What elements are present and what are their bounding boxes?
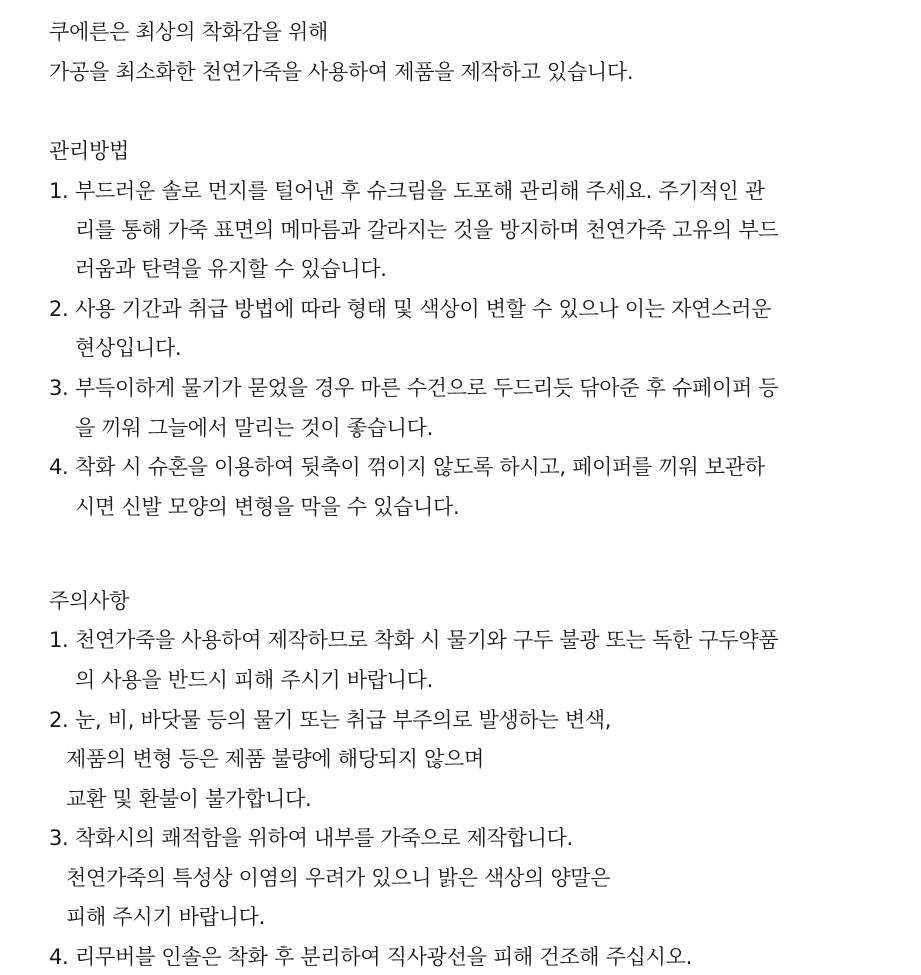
care-item-1-number: 1. <box>49 179 69 203</box>
caution-item-1-line-1: 천연가죽을 사용하여 제작하므로 착화 시 물기와 구두 불광 또는 독한 구두약품 <box>75 628 779 652</box>
care-item-3-line-1: 부득이하게 물기가 묻었을 경우 마른 수건으로 두드리듯 닦아준 후 슈페이퍼 등 <box>75 376 779 400</box>
caution-heading: 주의사항 <box>49 589 129 613</box>
caution-item-4-number: 4. <box>49 945 69 969</box>
care-item-4-line-2: 시면 신발 모양의 변형을 막을 수 있습니다. <box>75 495 460 519</box>
care-item-2-line-2: 현상입니다. <box>75 336 182 360</box>
caution-item-4-line-1: 리무버블 인솔은 착화 후 분리하여 직사광선을 피해 건조해 주십시오. <box>75 945 692 969</box>
care-item-3-number: 3. <box>49 376 69 400</box>
care-item-2-number: 2. <box>49 297 69 321</box>
care-item-2-line-1: 사용 기간과 취급 방법에 따라 형태 및 색상이 변할 수 있으나 이는 자연스러운 <box>75 297 772 321</box>
care-heading: 관리방법 <box>49 139 129 163</box>
caution-item-1-number: 1. <box>49 628 69 652</box>
intro-line-2: 가공을 최소화한 천연가죽을 사용하여 제품을 제작하고 있습니다. <box>49 60 634 84</box>
care-item-3-line-2: 을 끼워 그늘에서 말리는 것이 좋습니다. <box>75 416 434 440</box>
care-item-1-line-3: 러움과 탄력을 유지할 수 있습니다. <box>75 257 387 281</box>
caution-item-3-line-3: 피해 주시기 바랍니다. <box>66 905 265 929</box>
caution-item-2-line-2: 제품의 변형 등은 제품 불량에 해당되지 않으며 <box>66 747 484 771</box>
caution-item-3-line-1: 착화시의 쾌적함을 위하여 내부를 가죽으로 제작합니다. <box>75 826 573 850</box>
care-item-4-line-1: 착화 시 슈혼을 이용하여 뒷축이 꺾이지 않도록 하시고, 페이퍼를 끼워 보관하 <box>75 455 765 479</box>
caution-item-2-line-3: 교환 및 환불이 불가합니다. <box>66 787 312 811</box>
caution-item-2-line-1: 눈, 비, 바닷물 등의 물기 또는 취급 부주의로 발생하는 변색, <box>75 708 612 732</box>
care-item-1-line-2: 리를 통해 가죽 표면의 메마름과 갈라지는 것을 방지하며 천연가죽 고유의 부드 <box>75 218 779 242</box>
caution-item-3-number: 3. <box>49 826 69 850</box>
caution-item-1-line-2: 의 사용을 반드시 피해 주시기 바랍니다. <box>75 668 434 692</box>
care-item-1-line-1: 부드러운 솔로 먼지를 털어낸 후 슈크림을 도포해 관리해 주세요. 주기적인 관 <box>75 179 765 203</box>
intro-line-1: 쿠에른은 최상의 착화감을 위해 <box>49 20 328 44</box>
caution-item-3-line-2: 천연가죽의 특성상 이염의 우려가 있으니 밝은 색상의 양말은 <box>66 866 611 890</box>
caution-item-2-number: 2. <box>49 708 69 732</box>
care-item-4-number: 4. <box>49 455 69 479</box>
